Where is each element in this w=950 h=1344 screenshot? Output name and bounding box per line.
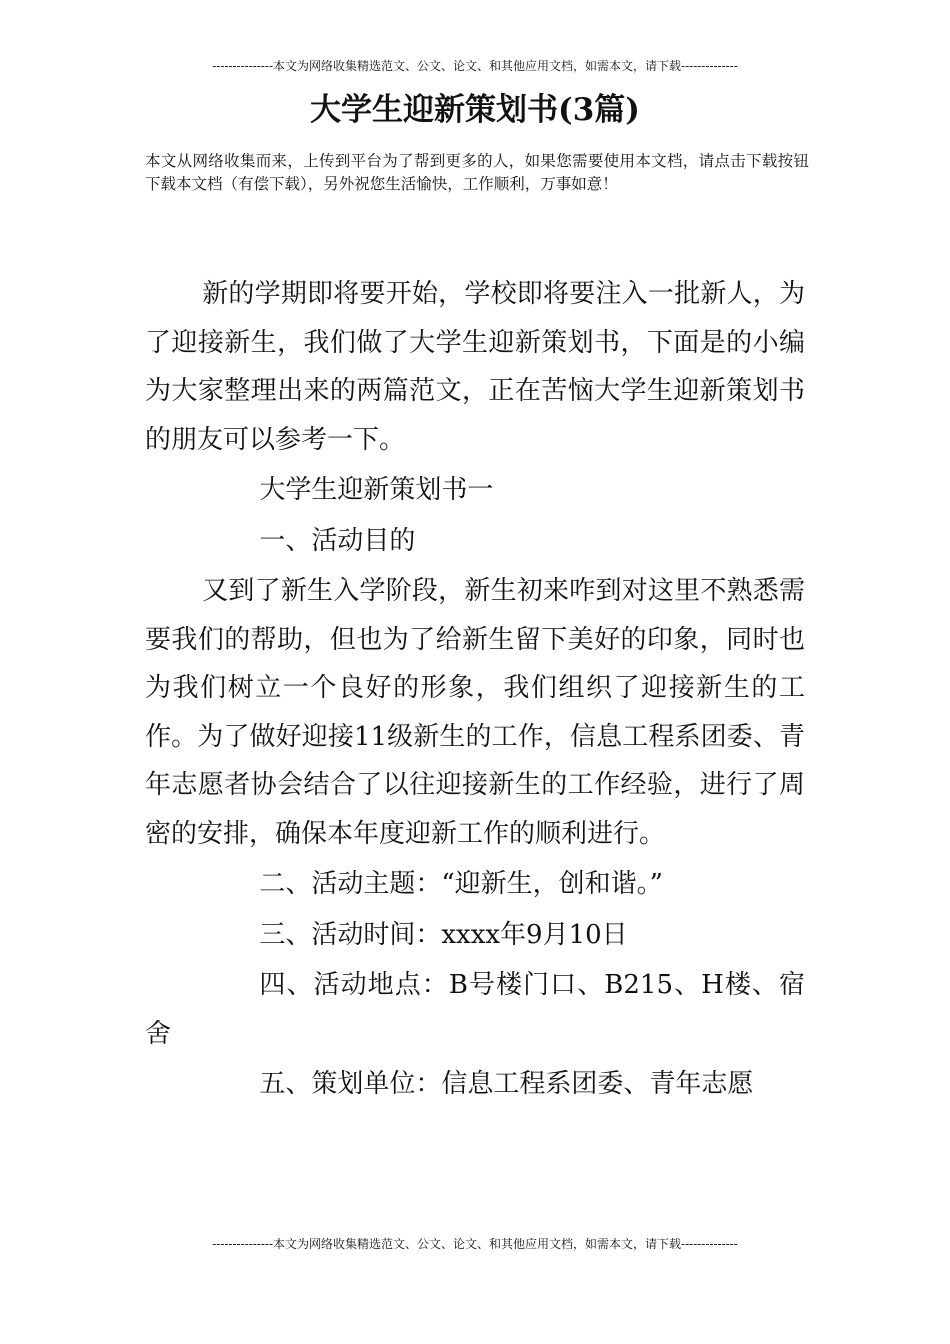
section-heading: 大学生迎新策划书一 <box>259 475 494 505</box>
theme-line: 二、活动主题：“迎新生，创和谐。” <box>259 869 663 899</box>
organizer-line: 五、策划单位：信息工程系团委、青年志愿 <box>259 1069 754 1099</box>
purpose-paragraph: 又到了新生入学阶段，新生初来咋到对这里不熟悉需要我们的帮助，但也为了给新生留下美好的印象，同时也为我们树立一个良好的形象，我们组织了迎接新生的工作。为了做好迎接11级新生的工作，信息工程系团委、青年志愿者协会结合了以往迎接新生的工作经验，进行了周密的安排，确保本年度迎新工作的顺利进行。 <box>145 576 805 849</box>
intro-paragraph: 新的学期即将要开始，学校即将要注入一批新人，为了迎接新生，我们做了大学生迎新策划书，下面是的小编为大家整理出来的两篇范文，正在苦恼大学生迎新策划书的朋友可以参考一下。 <box>145 279 805 455</box>
document-body <box>145 270 805 1111</box>
document-title: 大学生迎新策划书(3篇) <box>310 92 640 128</box>
header-banner: ---------------本文为网络收集精选范文、公文、论文、和其他应用文档，如需本文，请下载-------------- <box>212 59 738 73</box>
location-line: 四、活动地点：B号楼门口、B215、H楼、宿舍 <box>145 970 805 1049</box>
footer-banner: ---------------本文为网络收集精选范文、公文、论文、和其他应用文档，如需本文，请下载-------------- <box>212 1237 738 1251</box>
subsection-heading: 一、活动目的 <box>259 525 416 556</box>
time-line: 三、活动时间：xxxx年9月10日 <box>259 919 628 950</box>
download-notice: 本文从网络收集而来，上传到平台为了帮到更多的人，如果您需要使用本文档，请点击下载按钮下载本文档（有偿下载），另外祝您生活愉快，工作顺利，万事如意！ <box>145 152 809 193</box>
